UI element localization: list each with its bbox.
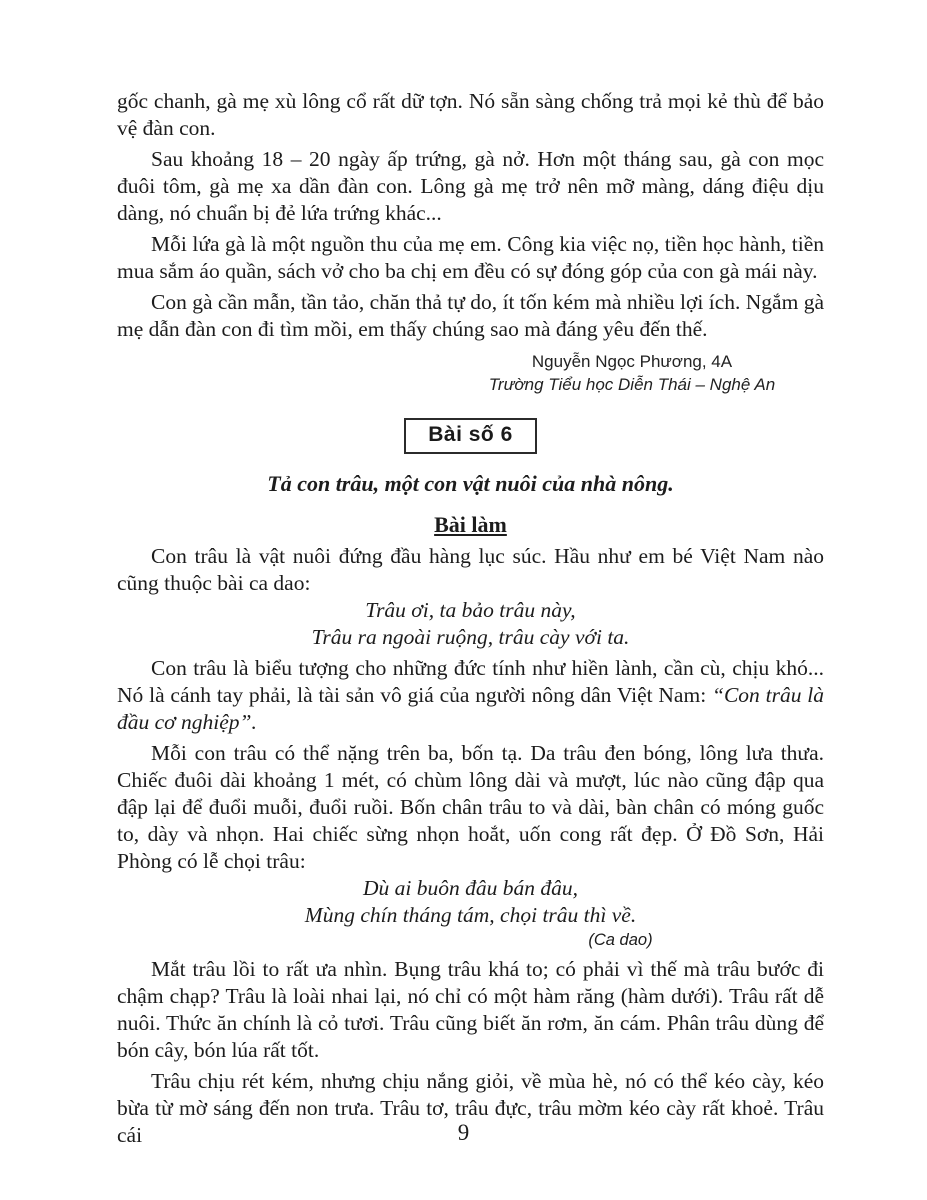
author-school: Trường Tiểu học Diễn Thái – Nghệ An bbox=[488, 375, 776, 394]
paragraph-hen-praise: Con gà cần mẫn, tần tảo, chăn thả tự do, ít tốn kém mà nhiều lợi ích. Ngắm gà mẹ dẫn đàn con đi tìm mồi, em thấy chúng sao mà đáng yêu đến thế. bbox=[117, 290, 824, 341]
essay-title: Tả con trâu, một con vật nuôi của nhà nông. bbox=[267, 471, 674, 496]
poem-line-1: Dù ai buôn đâu bán đâu, bbox=[363, 876, 578, 900]
paragraph-hen-defense: gốc chanh, gà mẹ xù lông cổ rất dữ tợn. Nó sẵn sàng chống trả mọi kẻ thù để bảo vệ đàn con. bbox=[117, 89, 824, 140]
text-column bbox=[117, 88, 824, 1149]
poem-line-1: Trâu ơi, ta bảo trâu này, bbox=[365, 598, 576, 622]
author-name: Nguyễn Ngọc Phương, 4A bbox=[531, 352, 733, 371]
poem-source: (Ca dao) bbox=[588, 931, 653, 949]
author-block bbox=[447, 351, 817, 396]
paragraph-buffalo-traits: Mắt trâu lồi to rất ưa nhìn. Bụng trâu khá to; có phải vì thế mà trâu bước đi chậm chạp? Trâu là loài nhai lại, nó chỉ có một hàm răng (hàm dưới). Trâu rất dễ nuôi. Thức ăn chính là cỏ tươi. Trâu cũng biết ăn rơm, ăn cám. Phân trâu dùng để bón cây, bón lúa rất tốt. bbox=[117, 957, 824, 1062]
folk-verse-2 bbox=[117, 875, 824, 952]
paragraph-buffalo-symbol-quote: “Con trâu là đầu cơ nghiệp”. bbox=[117, 683, 824, 734]
folk-verse-1 bbox=[117, 597, 824, 651]
paragraph-buffalo-symbol bbox=[117, 655, 824, 736]
essay-heading: Bài làm bbox=[434, 512, 507, 537]
poem-line-2: Mùng chín tháng tám, chọi trâu thì về. bbox=[304, 903, 637, 927]
paragraph-buffalo-work: Trâu chịu rét kém, nhưng chịu nắng giỏi, về mùa hè, nó có thể kéo cày, kéo bừa từ mờ sáng đến non trưa. Trâu tơ, trâu đực, trâu mờm kéo cày rất khoẻ. Trâu cái bbox=[117, 1069, 824, 1147]
poem-line-2: Trâu ra ngoài ruộng, trâu cày với ta. bbox=[311, 625, 630, 649]
lesson-number-badge: Bài số 6 bbox=[404, 418, 537, 454]
paragraph-hen-hatching: Sau khoảng 18 – 20 ngày ấp trứng, gà nở. Hơn một tháng sau, gà con mọc đuôi tôm, gà mẹ xa dần đàn con. Lông gà mẹ trở nên mỡ màng, dáng điệu dịu dàng, nó chuẩn bị đẻ lứa trứng khác... bbox=[117, 147, 824, 225]
paragraph-hen-income: Mỗi lứa gà là một nguồn thu của mẹ em. Công kia việc nọ, tiền học hành, tiền mua sắm áo quần, sách vở cho ba chị em đều có sự đóng góp của con gà mái này. bbox=[117, 232, 824, 283]
lesson-badge-row bbox=[117, 418, 824, 454]
paragraph-buffalo-intro: Con trâu là vật nuôi đứng đầu hàng lục súc. Hầu như em bé Việt Nam nào cũng thuộc bài ca dao: bbox=[117, 544, 824, 595]
paragraph-buffalo-description: Mỗi con trâu có thể nặng trên ba, bốn tạ. Da trâu đen bóng, lông lưa thưa. Chiếc đuôi dài khoảng 1 mét, có chùm lông dài và mượt, lúc nào cũng đập qua đập lại để đuổi muỗi, đuổi ruồi. Bốn chân trâu to và dài, bàn chân có móng guốc to, dày và nhọn. Hai chiếc sừng nhọn hoắt, uốn cong rất đẹp. Ở Đồ Sơn, Hải Phòng có lễ chọi trâu: bbox=[117, 741, 824, 873]
paragraph-buffalo-symbol-text: Con trâu là biểu tượng cho những đức tính như hiền lành, cần cù, chịu khó... Nó là cánh tay phải, là tài sản vô giá của người nông dân Việt Nam: bbox=[117, 656, 824, 707]
page-number: 9 bbox=[457, 1120, 470, 1145]
